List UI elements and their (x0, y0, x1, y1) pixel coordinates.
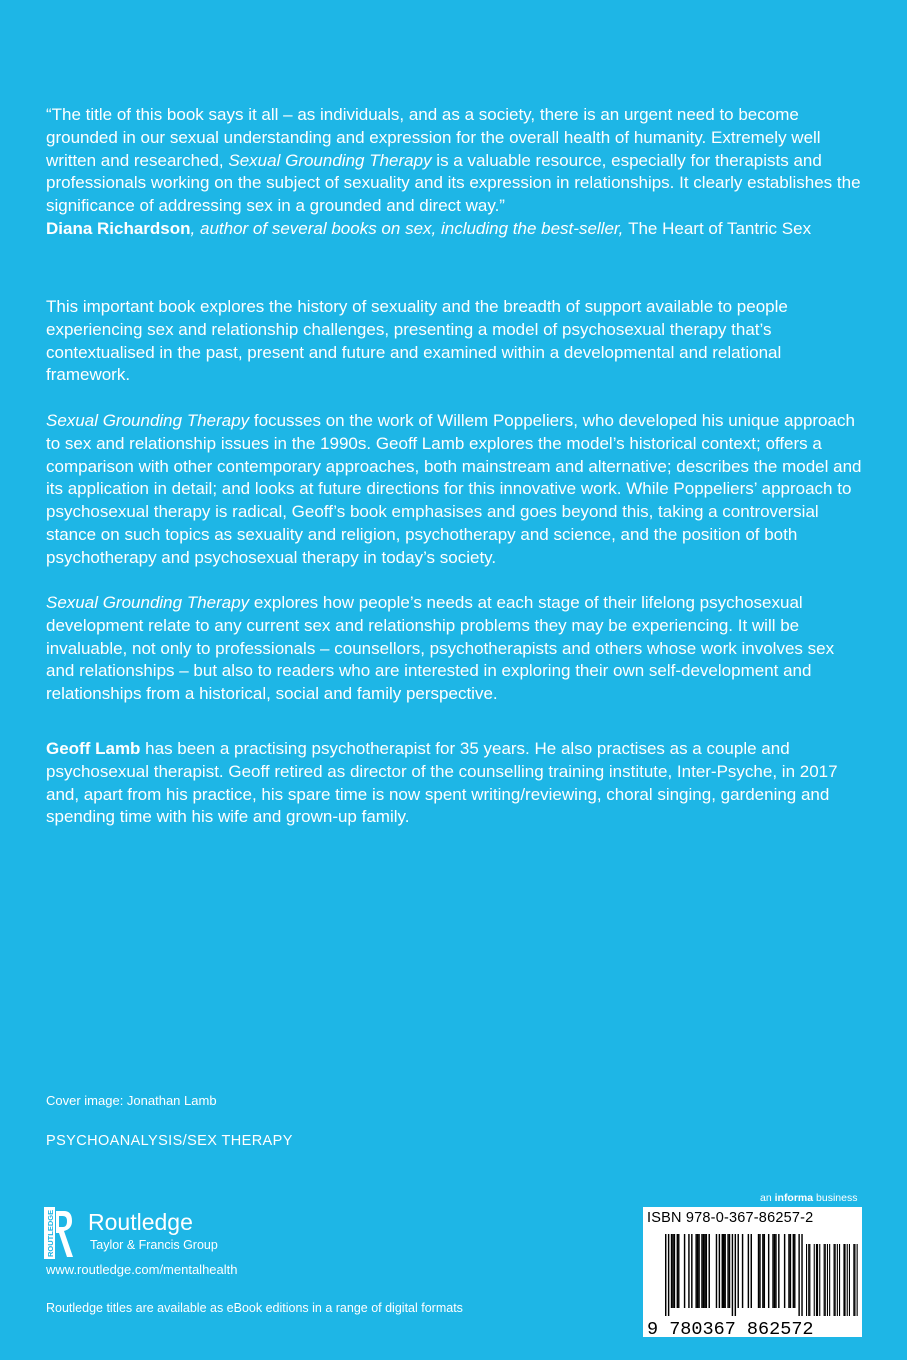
barcode-bar (724, 1234, 725, 1308)
paragraph-text: explores how people’s needs at each stage of their lifelong psychosexual development relate to any current sex and relationship problems they may be experiencing. It will be invaluable, not only to professionals – counsellors, psychotherapists and others whose work involves sex and relationships – but also to readers who are interested in exploring their own self-development and relationships from a historical, social and family perspective. (46, 593, 835, 704)
barcode-bar (790, 1234, 791, 1308)
barcode-bar (801, 1234, 802, 1316)
paragraph-text: focusses on the work of Willem Poppeliers, who developed his unique approach to sex and relationship issues in the 1990s. Geoff Lamb explores the model’s historical context; offers a comparison with other contemporary approaches, both mainstream and alternative; describes the model and its application in detail; and looks at future directions for this innovative work. While Poppeliers’ approach to psychosexual therapy is radical, Geoff’s book emphasises and goes beyond this, taking a controversial stance on such topics as sexuality and religion, psychotherapy and science, and the position of both psychotherapy and psychosexual therapy in today’s society. (46, 411, 862, 567)
barcode-bar (794, 1234, 795, 1308)
supplement-bar (835, 1244, 836, 1316)
supplement-bar (816, 1244, 817, 1316)
barcode-bar (788, 1234, 789, 1308)
supplement-bar (827, 1244, 828, 1316)
publisher-name: Routledge (88, 1209, 193, 1235)
ean13-barcode (665, 1234, 803, 1316)
barcode-bar (716, 1234, 717, 1308)
endorsement-quote (46, 104, 862, 241)
supplement-bar (834, 1244, 835, 1316)
barcode-bar (698, 1234, 699, 1308)
barcode-bar (665, 1234, 666, 1316)
routledge-vertical-text: ROUTLEDGE (46, 1209, 55, 1257)
quote-author: Diana Richardson (46, 218, 191, 238)
informa-prefix: an (760, 1192, 775, 1204)
supplement-bar (824, 1244, 825, 1316)
barcode-bar (677, 1234, 678, 1308)
quote-text-1: “The title of this book says it all – as individuals, and as a society, there is an urgent need to become grounded in our sexual understanding and expression for the overall health of humanity. Extremely well written and researched, (46, 105, 821, 170)
barcode-bar (762, 1234, 763, 1308)
barcode-bar (691, 1234, 692, 1308)
barcode-bar (775, 1234, 776, 1308)
supplement-bar (808, 1244, 809, 1316)
barcode-bar (772, 1234, 773, 1308)
barcode-bar (697, 1234, 698, 1308)
barcode-bar (703, 1234, 704, 1308)
barcode-bar (735, 1234, 736, 1316)
description-paragraph-2 (46, 410, 862, 570)
informa-suffix: business (813, 1192, 858, 1204)
barcode-bar (701, 1234, 702, 1308)
barcode-bar (674, 1234, 675, 1308)
quote-text-2: is a valuable resource, especially for therapists and professionals working on the subject of sexuality and its expression in relationships. It clearly establishes the significance of addressing sex in a grounded and direct way.” (46, 150, 861, 216)
barcode-bar (722, 1234, 723, 1308)
barcode-digits: 9 780367 862572 (647, 1319, 814, 1337)
barcode-bar (768, 1234, 769, 1308)
barcode-bar (671, 1234, 672, 1308)
barcode-bar (678, 1234, 679, 1308)
barcode-bar (695, 1234, 696, 1308)
supplement-bar (839, 1244, 840, 1316)
ebook-availability-note: Routledge titles are available as eBook editions in a range of digital formats (46, 1301, 463, 1315)
barcode-bar (748, 1234, 749, 1308)
book-title: Sexual Grounding Therapy (46, 593, 250, 612)
barcode-bar (723, 1234, 724, 1308)
informa-tagline (760, 1192, 857, 1204)
publisher-website[interactable]: www.routledge.com/mentalhealth (46, 1262, 238, 1277)
informa-brand: informa (774, 1192, 814, 1204)
supplement-bar (854, 1244, 855, 1316)
barcode-bar (778, 1234, 779, 1308)
description-paragraph-1: This important book explores the history of sexuality and the breadth of support available to people experiencing sex and relationship challenges, presenting a model of psychosexual therapy that’s contextualised in the past, present and future and examined within a developmental and relational framework. (46, 297, 788, 385)
description-paragraph-3 (46, 592, 862, 706)
barcode-bar (729, 1234, 730, 1308)
barcode-bar (751, 1234, 752, 1308)
author-name: Geoff Lamb (46, 739, 141, 758)
supplement-bar (819, 1244, 820, 1316)
supplement-bar (847, 1244, 848, 1316)
barcode-bar (704, 1234, 705, 1308)
supplement-bar (829, 1244, 830, 1316)
barcode-bar (719, 1234, 720, 1308)
quote-author-credential: , author of several books on sex, including the best-seller, (190, 218, 629, 238)
supplement-bar (849, 1244, 850, 1316)
barcode-bar (798, 1234, 799, 1316)
barcode-bar (774, 1234, 775, 1308)
quote-book-title: Sexual Grounding Therapy (228, 150, 432, 170)
barcode-bar (759, 1234, 760, 1308)
barcode-bar (793, 1234, 794, 1308)
routledge-logo (44, 1207, 284, 1259)
isbn-label: ISBN 978-0-367-86257-2 (647, 1210, 814, 1226)
quote-author-book: The Heart of Tantric Sex (628, 218, 812, 238)
barcode-bars (643, 1232, 862, 1337)
barcode-bar (668, 1234, 669, 1316)
barcode-bar (727, 1234, 728, 1308)
barcode-bar (672, 1234, 673, 1308)
supplement-bar (809, 1244, 810, 1316)
supplement-bar (806, 1244, 807, 1316)
supplement-bar (843, 1244, 844, 1316)
supplement-bar (845, 1244, 846, 1316)
supplement-bar (853, 1244, 854, 1316)
barcode-bar (709, 1234, 710, 1308)
author-bio (46, 738, 862, 829)
supplement-bar (814, 1244, 815, 1316)
supplement-bar (857, 1244, 858, 1316)
barcode-bar (738, 1234, 739, 1308)
publisher-group: Taylor & Francis Group (90, 1238, 218, 1252)
book-title: Sexual Grounding Therapy (46, 411, 250, 430)
routledge-r-icon (44, 1207, 74, 1259)
barcode-bar (684, 1234, 685, 1308)
isbn-barcode-panel (643, 1207, 862, 1337)
barcode-bar (732, 1234, 733, 1316)
price-supplement-barcode (806, 1244, 858, 1316)
subject-category: PSYCHOANALYSIS/SEX THERAPY (46, 1133, 293, 1149)
supplement-bar (837, 1244, 838, 1316)
barcode-bar (784, 1234, 785, 1308)
barcode-bar (742, 1234, 743, 1308)
barcode-bar (758, 1234, 759, 1308)
supplement-bar (825, 1244, 826, 1316)
barcode-bar (706, 1234, 707, 1308)
author-bio-text: has been a practising psychotherapist for 35 years. He also practises as a couple and psychosexual therapist. Geoff retired as director of the counselling training institute, Inter-Psyche, in 2017 and, apart from his practice, his spare time is now spent writing/reviewing, choral singing, gardening and spending time with his wife and grown-up family. (46, 739, 838, 827)
barcode-bar (688, 1234, 689, 1308)
supplement-bar (817, 1244, 818, 1316)
barcode-bar (764, 1234, 765, 1308)
cover-image-credit: Cover image: Jonathan Lamb (46, 1093, 217, 1108)
